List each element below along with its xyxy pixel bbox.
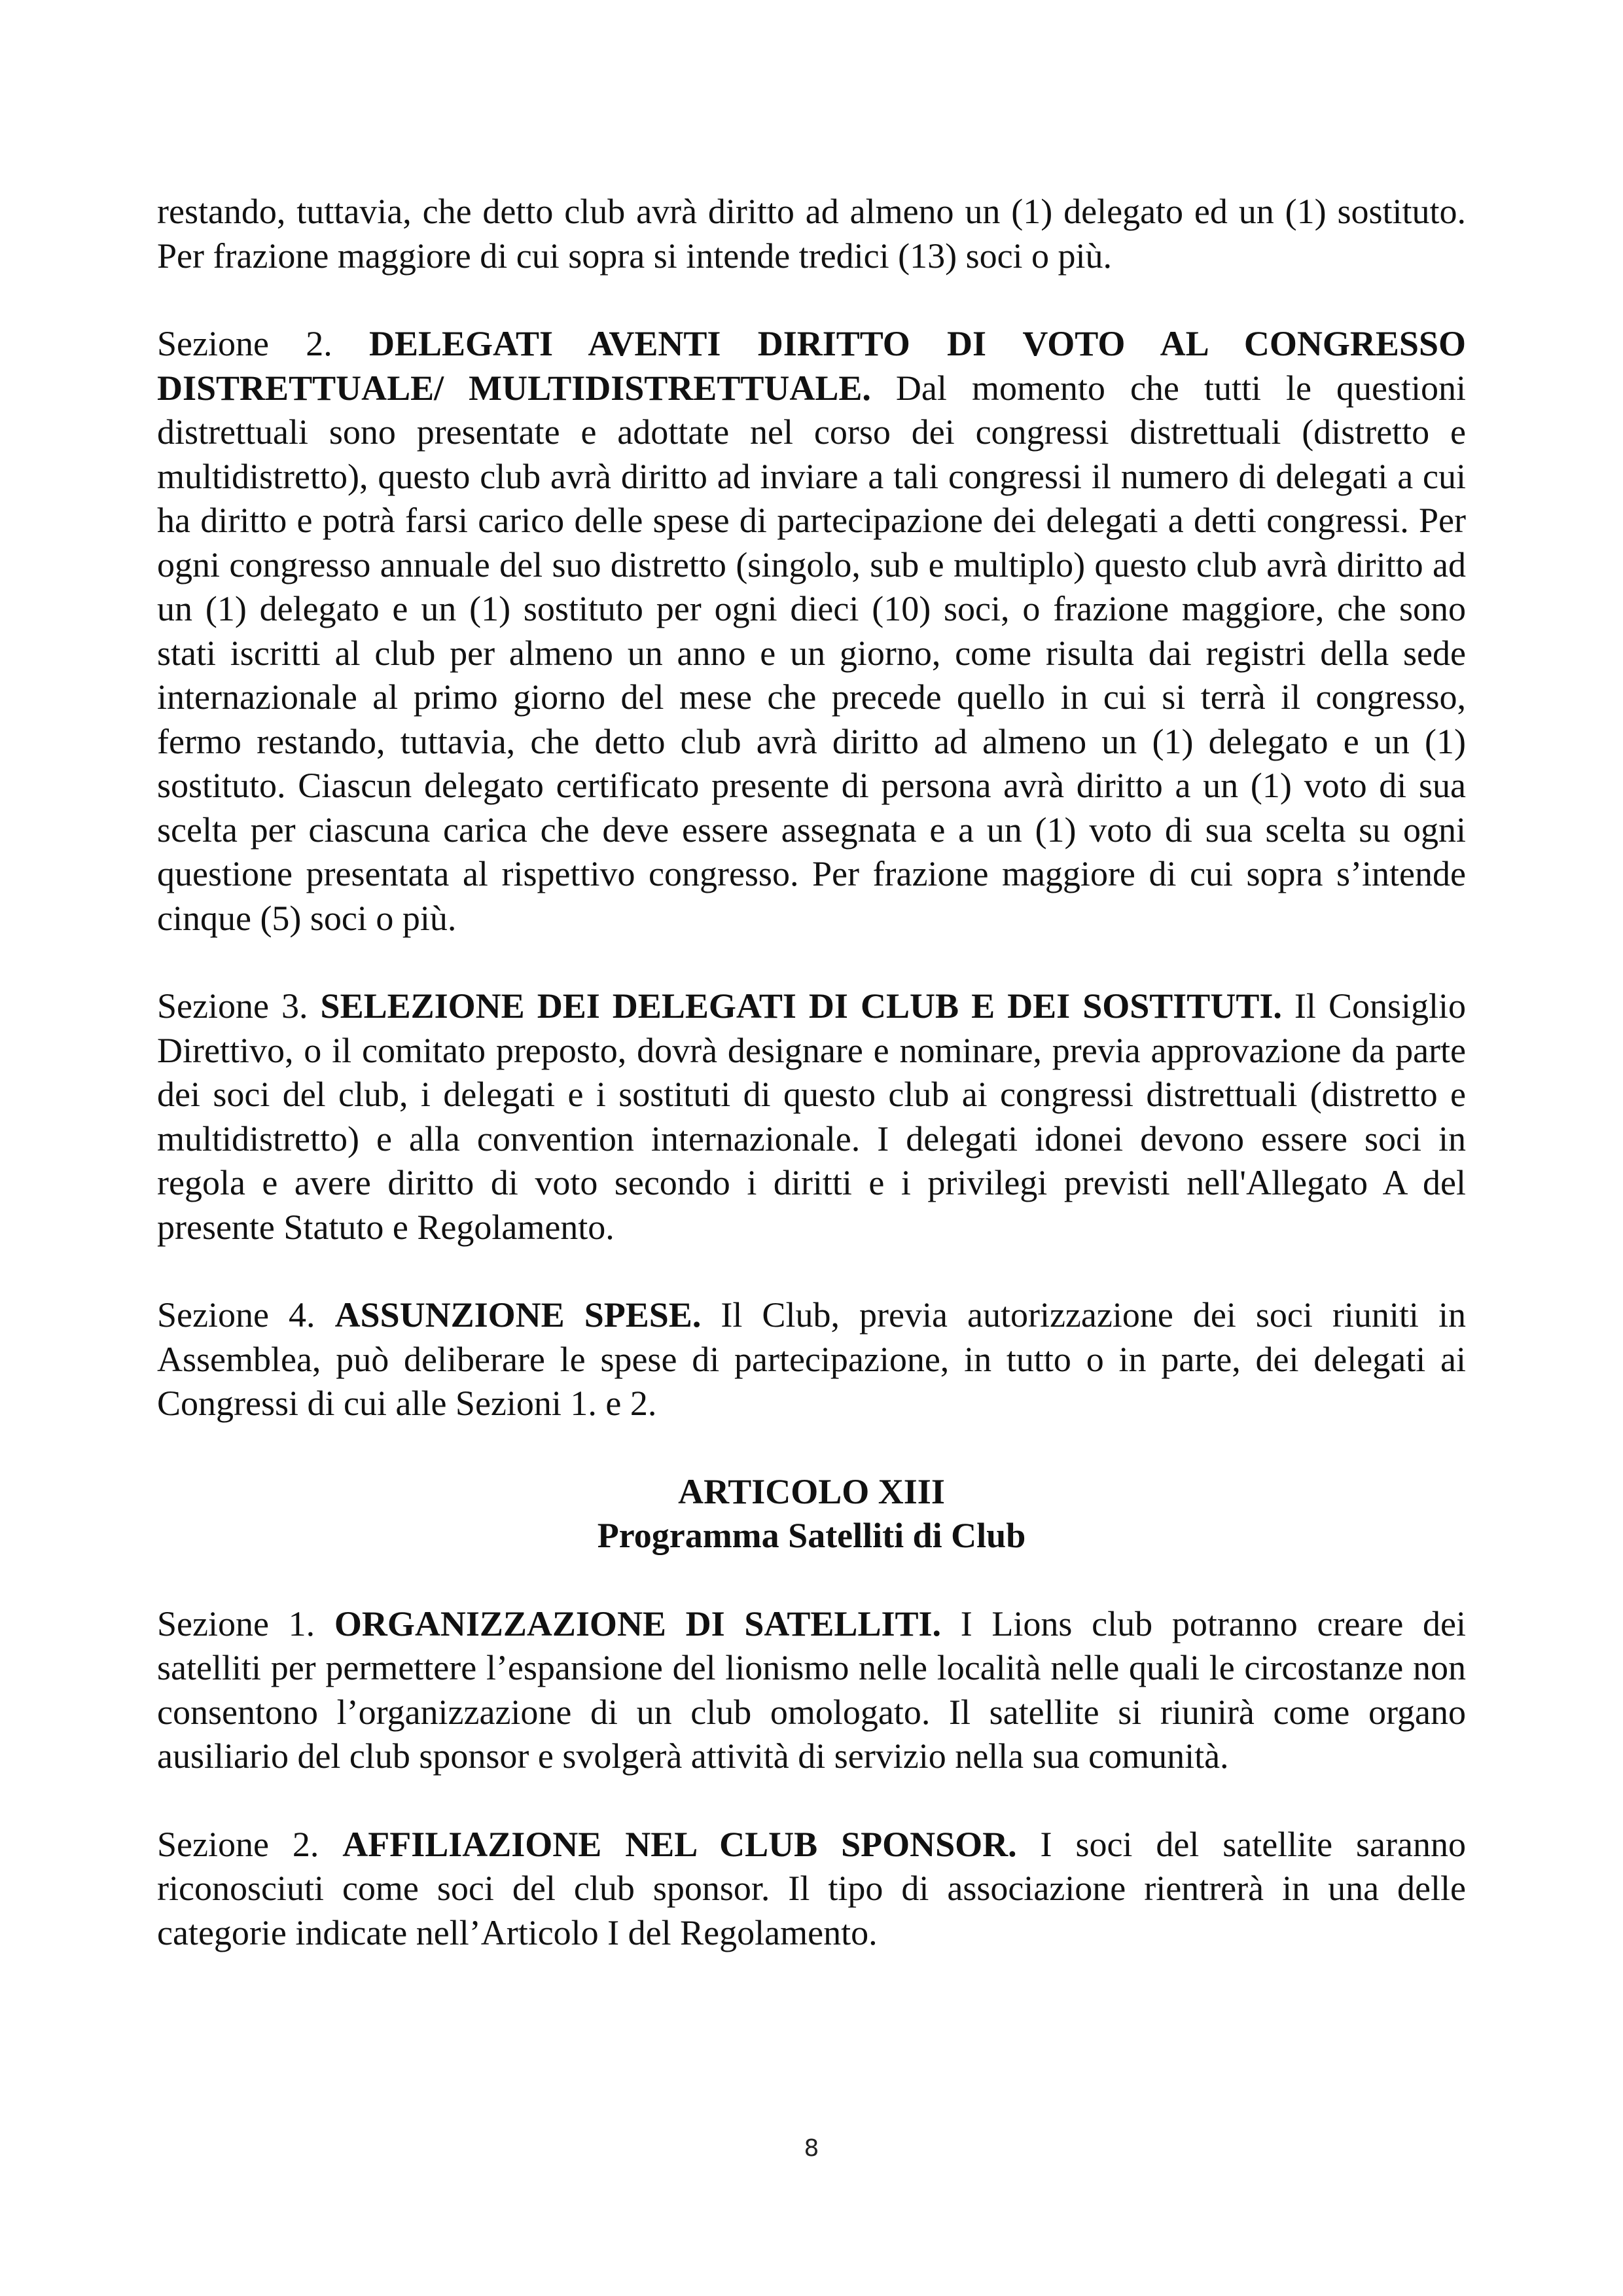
section-label: Sezione 4. [157, 1295, 335, 1335]
article-number: ARTICOLO XIII [678, 1471, 945, 1511]
section-body: Dal momento che tutti le questioni distrettuali sono presentate e adottate nel corso dei congressi distrettuali (distretto e multidistretto), questo club avrà diritto ad inviare a tali congressi il numero di delegati a cui ha diritto e potrà farsi carico delle spese di partecipazione dei delegati a detti congressi. Per ogni congresso annuale del suo distretto (singolo, sub e multiplo) questo club avrà diritto ad un (1) delegato e un (1) sostituto per ogni dieci (10) soci, o frazione maggiore, che sono stati iscritti al club per almeno un anno e un giorno, come risulta dai registri della sede internazionale al primo giorno del mese che precede quello in cui si terrà il congresso, fermo restando, tuttavia, che detto club avrà diritto ad almeno un (1) delegato e un (1) sostituto. Ciascun delegato certificato presente di persona avrà diritto a un (1) voto di sua scelta per ciascuna carica che deve essere assegnata e a un (1) voto di sua scelta su ogni questione presentata al rispettivo congresso. Per frazione maggiore di cui sopra s’intende cinque (5) soci o più. [157, 368, 1466, 938]
section-label: Sezione 1. [157, 1604, 334, 1643]
article-heading [157, 1470, 1466, 1558]
article-13-section-2-paragraph [157, 1823, 1466, 1956]
section-label: Sezione 3. [157, 986, 321, 1026]
section-title: ORGANIZZAZIONE DI SATELLITI. [334, 1604, 942, 1643]
section-label: Sezione 2. [157, 1824, 343, 1864]
section-2-delegati-paragraph [157, 322, 1466, 941]
page-number: 8 [804, 2135, 819, 2162]
section-body: I Lions club potranno creare dei satelliti per permettere l’espansione del lionismo nelle località nelle quali le circostanze non consentono l’organizzazione di un club omologato. Il satellite si riunirà come organo ausiliario del club sponsor e svolgerà attività di servizio nella sua comunità. [157, 1604, 1466, 1776]
article-13-section-1-paragraph [157, 1602, 1466, 1779]
section-title: ASSUNZIONE SPESE. [334, 1295, 702, 1335]
section-body: Il Consiglio Direttivo, o il comitato preposto, dovrà designare e nominare, previa approvazione da parte dei soci del club, i delegati e i sostituti di questo club ai congressi distrettuali (distretto e multidistretto) e alla convention internazionale. I delegati idonei devono essere soci in regola e avere diritto di voto secondo i diritti e i privilegi previsti nell'Allegato A del presente Statuto e Regolamento. [157, 986, 1466, 1247]
section-title: DELEGATI AVENTI DIRITTO DI VOTO AL CONGRESSO DISTRETTUALE/ MULTIDISTRETTUALE. [157, 324, 1466, 408]
section-title: AFFILIAZIONE NEL CLUB SPONSOR. [342, 1824, 1017, 1864]
section-3-selezione-paragraph [157, 984, 1466, 1249]
article-title: Programma Satelliti di Club [597, 1516, 1026, 1555]
paragraph-text: restando, tuttavia, che detto club avrà diritto ad almeno un (1) delegato ed un (1) sostituto. Per frazione maggiore di cui sopra si intende tredici (13) soci o più. [157, 192, 1466, 276]
document-page [157, 190, 1466, 1999]
section-body: I soci del satellite saranno riconosciuti come soci del club sponsor. Il tipo di associazione rientrerà in una delle categorie indicate nell’Articolo I del Regolamento. [157, 1824, 1466, 1952]
paragraph-continuation [157, 190, 1466, 278]
section-title: SELEZIONE DEI DELEGATI DI CLUB E DEI SOSTITUTI. [320, 986, 1282, 1026]
section-body: Il Club, previa autorizzazione dei soci riuniti in Assemblea, può deliberare le spese di partecipazione, in tutto o in parte, dei delegati ai Congressi di cui alle Sezioni 1. e 2. [157, 1295, 1466, 1423]
section-4-spese-paragraph [157, 1293, 1466, 1426]
section-label: Sezione 2. [157, 324, 369, 363]
